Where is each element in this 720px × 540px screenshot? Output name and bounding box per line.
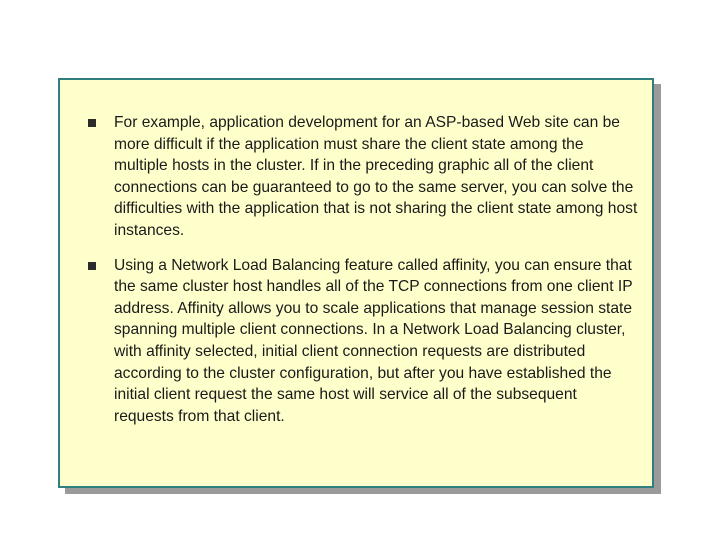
- square-bullet-icon: [88, 119, 96, 127]
- bullet-text-1: For example, application development for an ASP-based Web site can be more difficult if the application must share the client state among the multiple hosts in the cluster. If in the preceding graphic all of the client connections can be guaranteed to go to the same server, you can solve the difficulties with the application that is not sharing the client state among host instances.: [114, 114, 638, 239]
- bullet-text-2: Using a Network Load Balancing feature called affinity, you can ensure that the same cluster host handles all of the TCP connections from one client IP address. Affinity allows you to scale applications that manage session state spanning multiple client connections. In a Network Load Balancing cluster, with affinity selected, initial client connection requests are distributed according to the cluster configuration, but after you have established the initial client request the same host will service all of the subsequent requests from that client.: [114, 256, 633, 425]
- content-panel: [58, 78, 654, 488]
- square-bullet-icon: [88, 262, 96, 270]
- bullet-item-1: [88, 112, 638, 242]
- bullet-item-2: [88, 255, 638, 428]
- bullet-list: [88, 112, 638, 440]
